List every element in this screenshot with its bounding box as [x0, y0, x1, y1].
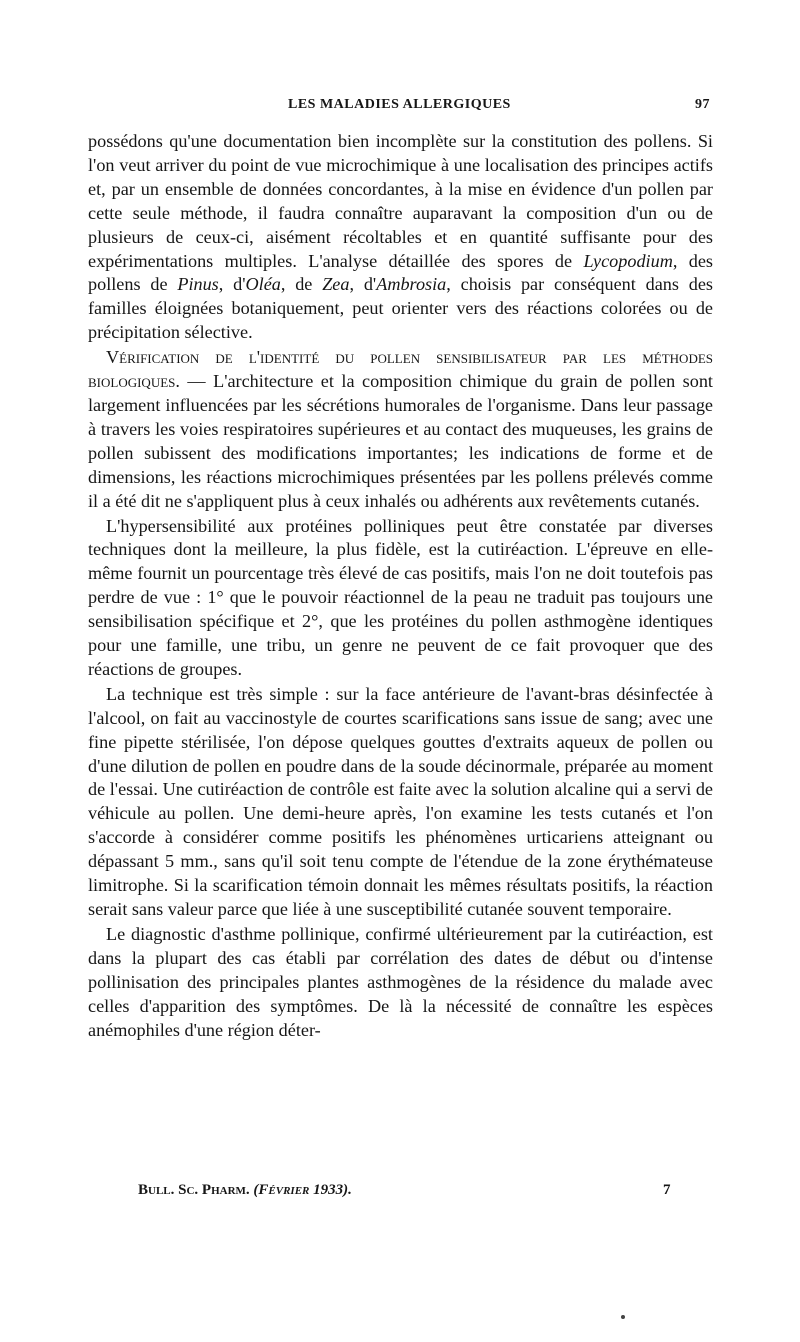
taxon-ambrosia: Ambrosia	[376, 274, 447, 295]
section-heading: Vérification de l'identité du pollen sensibilisateur par les méthodes biologiques.	[88, 347, 713, 392]
issue-date: (Février 1933).	[253, 1182, 352, 1198]
signature-mark: 7	[663, 1182, 671, 1198]
paragraph-4: La technique est très simple : sur la face antérieure de l'avant-bras désinfectée à l'alcool, on fait au vaccinostyle de courtes scarifications sans issue de sang; avec une fine pipette stérilisée, l'on dépose quelques gouttes d'extraits aqueux de pollen ou d'une dilution de pollen en poudre dans de la soude décinormale, préparée au moment de l'essai. Une cutiréaction de contrôle est faite avec la solution alcaline qui a servi de véhicule au pollen. Une demi-heure après, l'on examine les tests cutanés et l'on s'accorde à considérer comme positifs les phénomènes urticariens atteignant ou dépassant 5 mm., sans qu'il soit tenu compte de l'étendue de la zone érythémateuse limitrophe. Si la scarification témoin donnait les mêmes résultats positifs, la réaction serait sans valeur parce que liée à une susceptibilité cutanée souvent temporaire.	[88, 683, 713, 919]
page-number: 97	[695, 97, 710, 112]
taxon-lycopodium: Lycopodium	[583, 250, 673, 271]
paragraph-5: Le diagnostic d'asthme pollinique, confirmé ultérieurement par la cutiréaction, est dans la plupart des cas établi par corrélation des dates de début ou d'intense pollinisation des principales plantes asthmogènes de la résidence du malade avec celles d'apparition des symptômes. De là la nécessité de connaître les espèces anémophiles d'une région déter-	[88, 923, 713, 1040]
paragraph-1: possédons qu'une documentation bien incomplète sur la constitution des pollens. Si l'on veut arriver du point de vue microchimique à une localisation des principes actifs et, par un ensemble de données concordantes, à la mise en évidence d'un pollen par cette seule méthode, il faudra connaître auparavant la composition d'un ou de plusieurs de ceux-ci, aisément récoltables et en quantité suffisante pour des expérimentations multiples. L'analyse détaillée des spores de Lycopodium, des pollens de Pinus, d'Oléa, de Zea, d'Ambrosia, choisis par conséquent dans des familles éloignées botaniquement, peut orienter vers des réactions colorées ou de précipitation sélective.	[88, 131, 713, 343]
journal-citation: Bull. Sc. Pharm. (Février 1933).	[138, 1182, 352, 1198]
taxon-olea: Oléa	[245, 274, 281, 295]
print-speck	[621, 1315, 625, 1319]
taxon-zea: Zea	[322, 274, 350, 295]
taxon-pinus: Pinus	[177, 274, 219, 295]
paragraph-2: Vérification de l'identité du pollen sensibilisateur par les méthodes biologiques. — L'architecture et la composition chimique du grain de pollen sont largement influencées par les sécrétions humorales de l'organisme. Dans leur passage à travers les voies respiratoires supérieures et au contact des muqueuses, les grains de pollen subissent des modifications importantes; les indications de forme et de dimensions, les réactions microchimiques présentées par les pollens prélevés comme il a été dit ne s'appliquent plus à ceux inhalés ou adhérents aux revêtements cutanés.	[88, 347, 713, 511]
paragraph-3: L'hypersensibilité aux protéines polliniques peut être constatée par diverses techniques dont la meilleure, la plus fidèle, est la cutiréaction. L'épreuve en elle-même fournit un pourcentage très élevé de cas positifs, mais l'on ne doit toutefois pas perdre de vue : 1° que le pouvoir réactionnel de la peau ne traduit pas toujours une sensibilisation spécifique et 2°, que les protéines du pollen asthmogène identiques pour une famille, une tribu, un genre ne peuvent de ce fait provoquer que des réactions de groupes.	[88, 515, 713, 679]
running-title: LES MALADIES ALLERGIQUES	[288, 97, 511, 112]
body-text	[88, 130, 713, 1042]
